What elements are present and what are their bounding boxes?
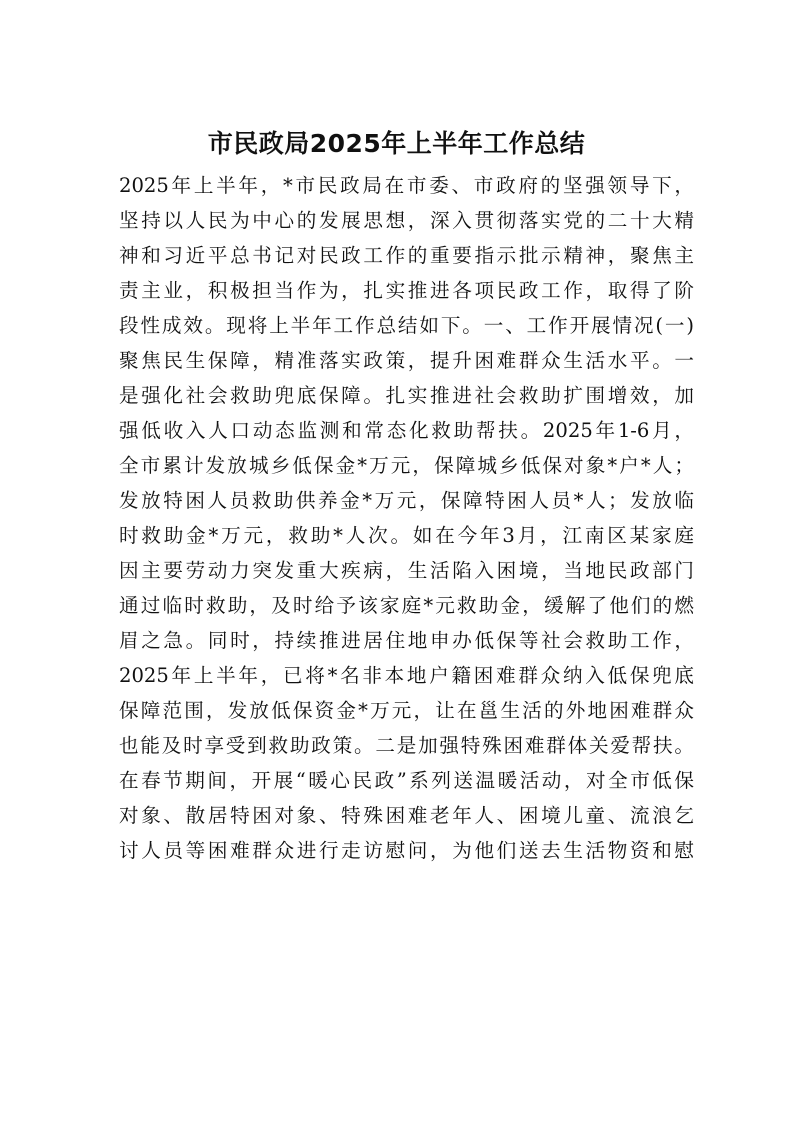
- body-line: 神和习近平总书记对民政工作的重要指示批示精神，聚焦主: [119, 244, 694, 267]
- body-line: 强低收入人口动态监测和常态化救助帮扶。2025年1-6月，: [119, 419, 694, 442]
- body-line: 因主要劳动力突发重大疾病，生活陷入困境，当地民政部门: [119, 559, 694, 582]
- body-line: 坚持以人民为中心的发展思想，深入贯彻落实党的二十大精: [119, 209, 694, 232]
- body-line: 眉之急。同时，持续推进居住地申办低保等社会救助工作，: [119, 629, 694, 652]
- body-line: 也能及时享受到救助政策。二是加强特殊困难群体关爱帮扶。: [119, 734, 694, 757]
- document-title: 市民政局2025年上半年工作总结: [207, 129, 586, 158]
- body-line: 保障范围，发放低保资金*万元，让在邕生活的外地困难群众: [119, 699, 694, 722]
- document-body: [119, 168, 694, 868]
- body-line: 发放特困人员救助供养金*万元，保障特困人员*人；发放临: [119, 489, 694, 512]
- body-line: 时救助金*万元，救助*人次。如在今年3月，江南区某家庭: [119, 524, 694, 547]
- body-line: 通过临时救助，及时给予该家庭*元救助金，缓解了他们的燃: [119, 594, 694, 617]
- body-line: 在春节期间，开展“暖心民政”系列送温暖活动，对全市低保: [119, 769, 694, 792]
- body-line: 是强化社会救助兜底保障。扎实推进社会救助扩围增效，加: [119, 384, 694, 407]
- body-line: 2025年上半年，已将*名非本地户籍困难群众纳入低保兜底: [119, 664, 694, 687]
- body-line: 段性成效。现将上半年工作总结如下。一、工作开展情况(一): [119, 314, 694, 337]
- body-line: 全市累计发放城乡低保金*万元，保障城乡低保对象*户*人；: [119, 454, 694, 477]
- body-line: 讨人员等困难群众进行走访慰问，为他们送去生活物资和慰: [119, 839, 694, 862]
- body-line: 责主业，积极担当作为，扎实推进各项民政工作，取得了阶: [119, 279, 694, 302]
- body-line: 对象、散居特困对象、特殊困难老年人、困境儿童、流浪乞: [119, 804, 694, 827]
- body-line: 聚焦民生保障，精准落实政策，提升困难群众生活水平。一: [119, 349, 694, 372]
- body-line: 2025年上半年，*市民政局在市委、市政府的坚强领导下，: [119, 174, 694, 197]
